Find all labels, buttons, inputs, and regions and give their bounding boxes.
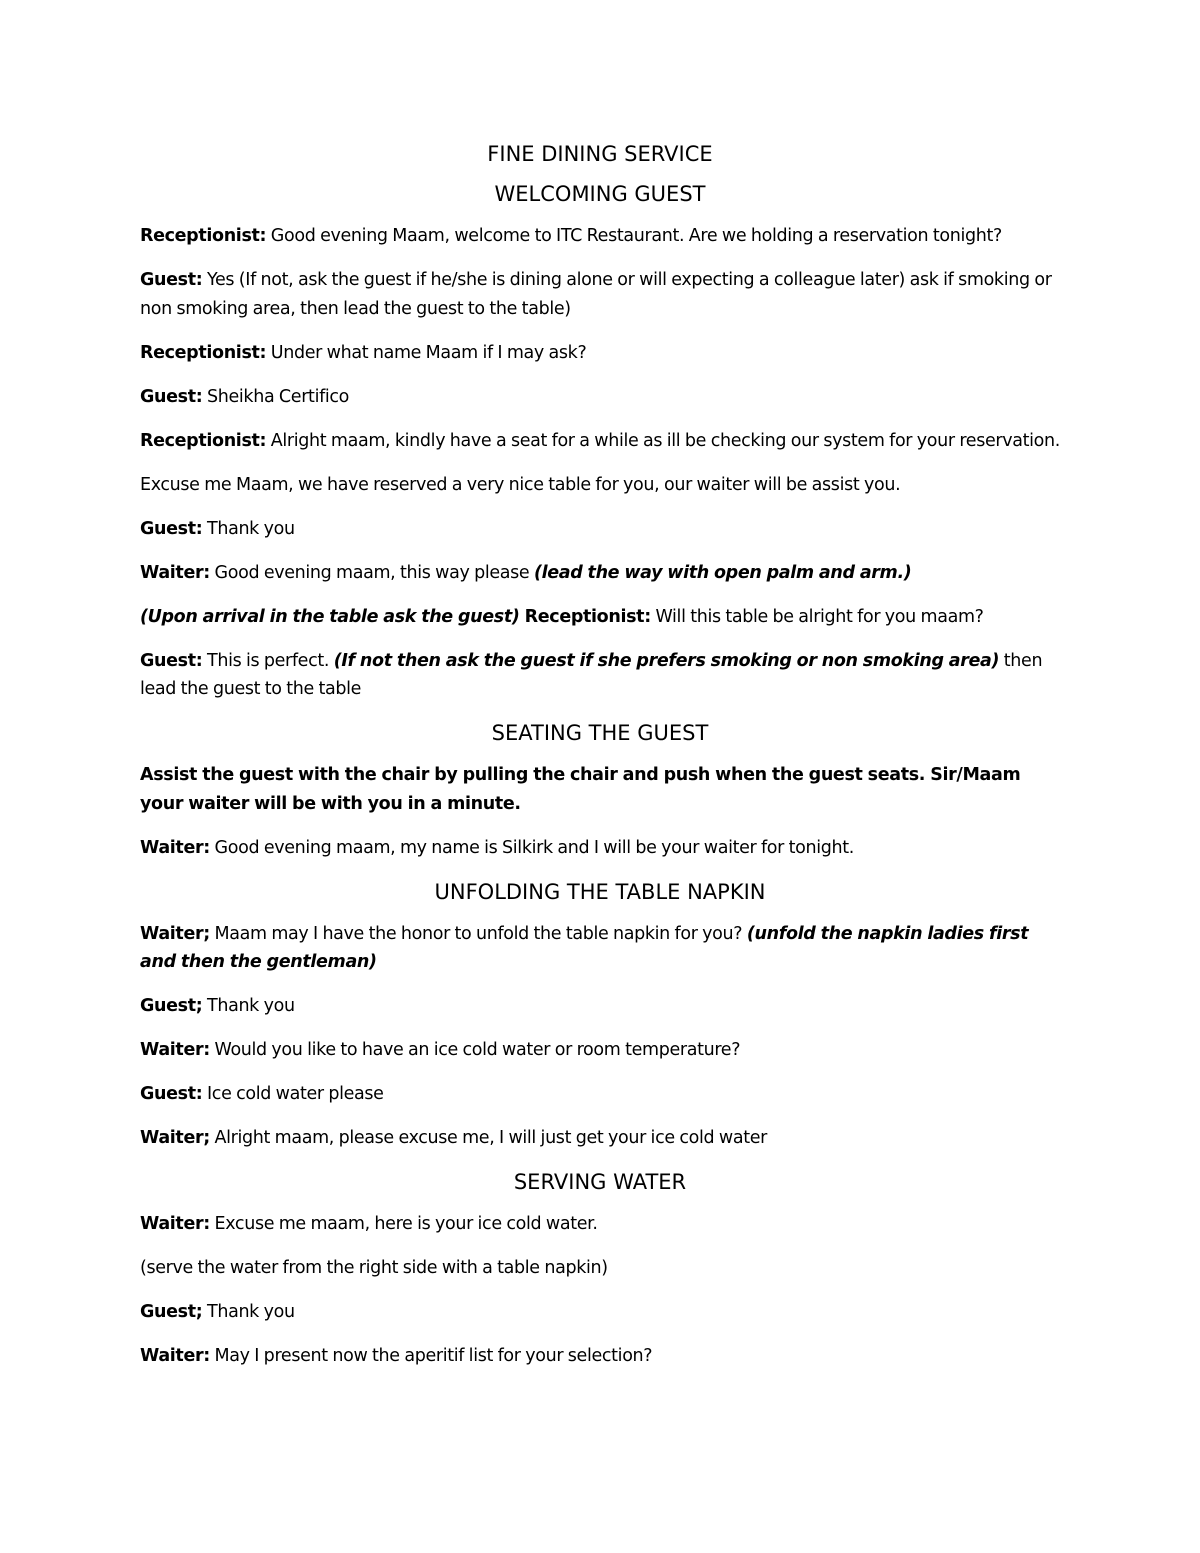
dialogue-text: Good evening Maam, welcome to ITC Restaurant. Are we holding a reservation tonight? <box>266 226 1002 246</box>
speaker-label: Receptionist: <box>140 226 267 246</box>
speaker-label: Guest; <box>140 996 203 1016</box>
dialogue-line <box>140 1298 1060 1327</box>
dialogue-line <box>140 1080 1060 1109</box>
dialogue-line <box>140 427 1060 456</box>
dialogue-text: Would you like to have an ice cold water or room temperature? <box>209 1040 741 1060</box>
dialogue-line <box>140 515 1060 544</box>
dialogue-text: Excuse me maam, here is your ice cold water. <box>209 1214 598 1234</box>
speaker-label: Guest: <box>140 650 203 671</box>
dialogue-line <box>140 603 1060 632</box>
dialogue-line <box>140 992 1060 1021</box>
speaker-label: Guest: <box>140 518 203 539</box>
dialogue-text: Good evening maam, my name is Silkirk and I will be your waiter for tonight. <box>209 837 854 858</box>
speaker-label: Waiter; <box>140 923 210 944</box>
dialogue-line <box>140 222 1060 251</box>
dialogue-line: Excuse me Maam, we have reserved a very nice table for you, our waiter will be assist you. <box>140 474 901 495</box>
speaker-label: Waiter: <box>140 837 210 858</box>
dialogue-text: Yes (If not, ask the guest if he/she is dining alone or will expecting a colleague later) ask if smoking or non smoking area, then lead the guest to the table) <box>140 270 1052 319</box>
stage-direction: (If not then ask the guest if she prefers smoking or non smoking area) <box>333 650 1000 671</box>
section-heading-welcoming-guest: WELCOMING GUEST <box>494 182 706 206</box>
dialogue-line: (serve the water from the right side with a table napkin) <box>140 1258 608 1278</box>
dialogue-line <box>140 920 1060 977</box>
dialogue-text: then lead the guest to the table <box>140 650 1043 699</box>
speaker-label: Waiter: <box>140 1040 210 1060</box>
dialogue-text: Good evening maam, this way please <box>209 562 534 583</box>
dialogue-text: Under what name Maam if I may ask? <box>266 342 587 363</box>
dialogue-text: Will this table be alright for you maam? <box>650 606 984 627</box>
speaker-label: Waiter; <box>140 1128 210 1148</box>
dialogue-line <box>140 1036 1060 1065</box>
dialogue-line <box>140 647 1060 704</box>
dialogue-text: Alright maam, kindly have a seat for a while as ill be checking our system for your reservation. <box>266 430 1060 451</box>
stage-direction: (unfold the napkin ladies first and then the gentleman) <box>140 923 1029 972</box>
dialogue-line <box>140 834 1060 863</box>
dialogue-text: May I present now the aperitif list for your selection? <box>209 1346 653 1366</box>
dialogue-line <box>140 559 1060 588</box>
dialogue-line <box>140 1124 1060 1153</box>
section-heading-seating-the-guest: SEATING THE GUEST <box>491 721 709 745</box>
dialogue-text: This is perfect. <box>202 650 334 671</box>
stage-direction: (lead the way with open palm and arm.) <box>533 562 912 583</box>
dialogue-line <box>140 266 1060 323</box>
dialogue-line <box>140 1210 1060 1239</box>
speaker-label: Waiter: <box>140 562 210 583</box>
stage-direction: (Upon arrival in the table ask the guest) <box>140 606 520 627</box>
speaker-label: Receptionist: <box>140 430 267 451</box>
speaker-label: Waiter: <box>140 1346 210 1366</box>
section-heading-unfolding-napkin: UNFOLDING THE TABLE NAPKIN <box>434 879 766 904</box>
speaker-label: Guest: <box>140 270 203 290</box>
dialogue-text: Sheikha Certifico <box>202 386 350 407</box>
dialogue-text: Thank you <box>202 1302 295 1322</box>
dialogue-text: Ice cold water please <box>202 1084 384 1104</box>
speaker-label: Receptionist: <box>140 342 267 363</box>
dialogue-text: Maam may I have the honor to unfold the table napkin for you? <box>209 923 747 944</box>
speaker-label: Guest: <box>140 1084 203 1104</box>
speaker-label: Guest; <box>140 1302 203 1322</box>
document-title: FINE DINING SERVICE <box>487 142 713 166</box>
instruction-paragraph: Assist the guest with the chair by pulling the chair and push when the guest seats. Sir/Maam your waiter will be with you in a minute. <box>140 765 1021 814</box>
dialogue-text: Thank you <box>202 518 295 539</box>
document-body <box>140 140 1060 1386</box>
dialogue-line <box>140 339 1060 368</box>
dialogue-text: Alright maam, please excuse me, I will just get your ice cold water <box>209 1128 767 1148</box>
dialogue-line <box>140 1342 1060 1371</box>
speaker-label: Waiter: <box>140 1214 210 1234</box>
dialogue-line <box>140 383 1060 412</box>
speaker-label: Receptionist: <box>519 606 651 627</box>
speaker-label: Guest: <box>140 386 203 407</box>
dialogue-text: Thank you <box>202 996 295 1016</box>
section-heading-serving-water: SERVING WATER <box>513 1170 687 1194</box>
